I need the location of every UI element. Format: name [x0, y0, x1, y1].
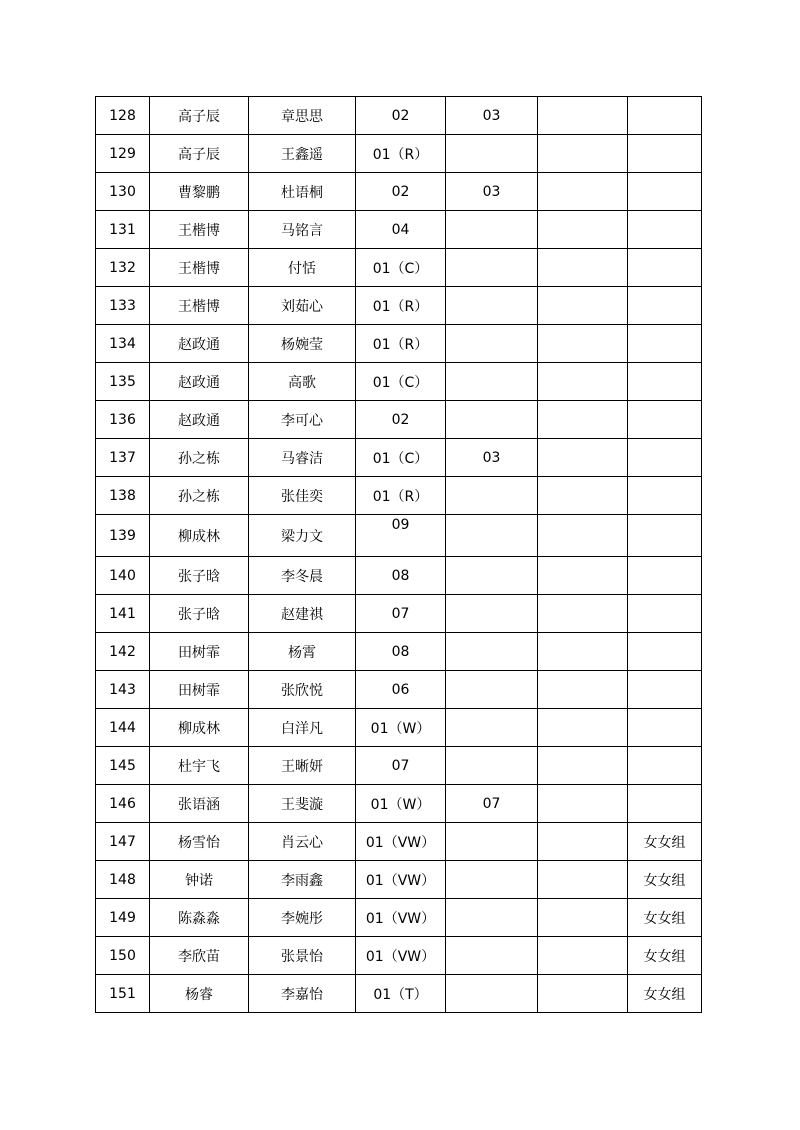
student-name-cell: 李可心 — [249, 401, 356, 439]
extra-cell — [538, 211, 628, 249]
group-note-cell — [628, 439, 702, 477]
table-row — [96, 861, 702, 899]
code-cell: 01（R） — [356, 135, 446, 173]
table-row — [96, 785, 702, 823]
table-row — [96, 439, 702, 477]
extra-cell — [538, 287, 628, 325]
row-number-cell: 140 — [96, 557, 150, 595]
student-name-cell: 付恬 — [249, 249, 356, 287]
secondary-code-cell: 07 — [446, 785, 538, 823]
teacher-name-cell: 孙之栋 — [150, 477, 249, 515]
table-row — [96, 401, 702, 439]
table-row — [96, 173, 702, 211]
student-name-cell: 王鑫遥 — [249, 135, 356, 173]
row-number-cell: 128 — [96, 97, 150, 135]
extra-cell — [538, 937, 628, 975]
student-name-cell: 马铭言 — [249, 211, 356, 249]
row-number-cell: 137 — [96, 439, 150, 477]
teacher-name-cell: 赵政通 — [150, 363, 249, 401]
teacher-name-cell: 高子辰 — [150, 97, 249, 135]
code-cell: 02 — [356, 173, 446, 211]
secondary-code-cell — [446, 363, 538, 401]
roster-table — [95, 96, 702, 1013]
row-number-cell: 151 — [96, 975, 150, 1013]
teacher-name-cell: 王楷博 — [150, 249, 249, 287]
code-cell: 02 — [356, 97, 446, 135]
extra-cell — [538, 671, 628, 709]
group-note-cell — [628, 325, 702, 363]
teacher-name-cell: 杨睿 — [150, 975, 249, 1013]
student-name-cell: 肖云心 — [249, 823, 356, 861]
student-name-cell: 高歌 — [249, 363, 356, 401]
table-row — [96, 633, 702, 671]
secondary-code-cell — [446, 671, 538, 709]
row-number-cell: 150 — [96, 937, 150, 975]
group-note-cell — [628, 709, 702, 747]
table-row — [96, 135, 702, 173]
student-name-cell: 杨霄 — [249, 633, 356, 671]
extra-cell — [538, 899, 628, 937]
teacher-name-cell: 钟诺 — [150, 861, 249, 899]
table-row — [96, 557, 702, 595]
secondary-code-cell — [446, 861, 538, 899]
code-cell: 06 — [356, 671, 446, 709]
extra-cell — [538, 709, 628, 747]
table-row — [96, 709, 702, 747]
row-number-cell: 144 — [96, 709, 150, 747]
row-number-cell: 143 — [96, 671, 150, 709]
table-row — [96, 899, 702, 937]
extra-cell — [538, 173, 628, 211]
extra-cell — [538, 595, 628, 633]
table-row — [96, 975, 702, 1013]
secondary-code-cell: 03 — [446, 173, 538, 211]
secondary-code-cell — [446, 937, 538, 975]
row-number-cell: 132 — [96, 249, 150, 287]
row-number-cell: 136 — [96, 401, 150, 439]
group-note-cell — [628, 211, 702, 249]
group-note-cell — [628, 249, 702, 287]
group-note-cell — [628, 595, 702, 633]
table-row — [96, 249, 702, 287]
extra-cell — [538, 439, 628, 477]
student-name-cell: 李嘉怡 — [249, 975, 356, 1013]
teacher-name-cell: 赵政通 — [150, 401, 249, 439]
group-note-cell — [628, 633, 702, 671]
secondary-code-cell — [446, 709, 538, 747]
secondary-code-cell — [446, 477, 538, 515]
student-name-cell: 白洋凡 — [249, 709, 356, 747]
extra-cell — [538, 477, 628, 515]
code-cell: 01（W） — [356, 785, 446, 823]
group-note-cell — [628, 785, 702, 823]
secondary-code-cell — [446, 899, 538, 937]
code-cell: 01（R） — [356, 477, 446, 515]
table-row — [96, 325, 702, 363]
group-note-cell — [628, 747, 702, 785]
group-note-cell: 女女组 — [628, 975, 702, 1013]
secondary-code-cell — [446, 975, 538, 1013]
code-cell: 04 — [356, 211, 446, 249]
roster-table-body — [96, 97, 702, 1013]
table-row — [96, 595, 702, 633]
code-cell: 01（C） — [356, 249, 446, 287]
row-number-cell: 134 — [96, 325, 150, 363]
code-cell: 08 — [356, 557, 446, 595]
row-number-cell: 129 — [96, 135, 150, 173]
extra-cell — [538, 633, 628, 671]
teacher-name-cell: 柳成林 — [150, 515, 249, 557]
row-number-cell: 148 — [96, 861, 150, 899]
row-number-cell: 142 — [96, 633, 150, 671]
teacher-name-cell: 高子辰 — [150, 135, 249, 173]
table-row — [96, 211, 702, 249]
secondary-code-cell — [446, 249, 538, 287]
teacher-name-cell: 曹黎鹏 — [150, 173, 249, 211]
secondary-code-cell — [446, 823, 538, 861]
row-number-cell: 141 — [96, 595, 150, 633]
secondary-code-cell — [446, 211, 538, 249]
code-cell: 01（W） — [356, 709, 446, 747]
row-number-cell: 133 — [96, 287, 150, 325]
group-note-cell — [628, 135, 702, 173]
teacher-name-cell: 柳成林 — [150, 709, 249, 747]
table-row — [96, 937, 702, 975]
row-number-cell: 130 — [96, 173, 150, 211]
extra-cell — [538, 401, 628, 439]
table-row — [96, 747, 702, 785]
code-cell: 01（VW） — [356, 823, 446, 861]
code-cell: 08 — [356, 633, 446, 671]
group-note-cell — [628, 515, 702, 557]
secondary-code-cell: 03 — [446, 97, 538, 135]
teacher-name-cell: 张子晗 — [150, 595, 249, 633]
extra-cell — [538, 823, 628, 861]
teacher-name-cell: 张子晗 — [150, 557, 249, 595]
extra-cell — [538, 249, 628, 287]
secondary-code-cell — [446, 557, 538, 595]
table-row — [96, 363, 702, 401]
secondary-code-cell — [446, 515, 538, 557]
code-cell: 01（T） — [356, 975, 446, 1013]
secondary-code-cell — [446, 325, 538, 363]
group-note-cell — [628, 671, 702, 709]
group-note-cell — [628, 173, 702, 211]
group-note-cell — [628, 477, 702, 515]
table-row — [96, 287, 702, 325]
teacher-name-cell: 孙之栋 — [150, 439, 249, 477]
group-note-cell — [628, 363, 702, 401]
extra-cell — [538, 975, 628, 1013]
row-number-cell: 145 — [96, 747, 150, 785]
student-name-cell: 李雨鑫 — [249, 861, 356, 899]
teacher-name-cell: 田树霏 — [150, 633, 249, 671]
student-name-cell: 赵建祺 — [249, 595, 356, 633]
code-cell: 07 — [356, 595, 446, 633]
student-name-cell: 李婉彤 — [249, 899, 356, 937]
row-number-cell: 131 — [96, 211, 150, 249]
code-cell: 09 — [356, 515, 446, 557]
extra-cell — [538, 135, 628, 173]
extra-cell — [538, 861, 628, 899]
student-name-cell: 章思思 — [249, 97, 356, 135]
row-number-cell: 138 — [96, 477, 150, 515]
teacher-name-cell: 王楷博 — [150, 211, 249, 249]
code-cell: 01（VW） — [356, 899, 446, 937]
group-note-cell: 女女组 — [628, 937, 702, 975]
student-name-cell: 张佳奕 — [249, 477, 356, 515]
secondary-code-cell — [446, 633, 538, 671]
row-number-cell: 139 — [96, 515, 150, 557]
extra-cell — [538, 363, 628, 401]
secondary-code-cell — [446, 287, 538, 325]
extra-cell — [538, 785, 628, 823]
student-name-cell: 杨婉莹 — [249, 325, 356, 363]
teacher-name-cell: 杜宇飞 — [150, 747, 249, 785]
code-cell: 07 — [356, 747, 446, 785]
table-row — [96, 671, 702, 709]
group-note-cell: 女女组 — [628, 861, 702, 899]
table-row — [96, 515, 702, 557]
group-note-cell: 女女组 — [628, 899, 702, 937]
teacher-name-cell: 张语涵 — [150, 785, 249, 823]
student-name-cell: 张景怡 — [249, 937, 356, 975]
group-note-cell: 女女组 — [628, 823, 702, 861]
row-number-cell: 146 — [96, 785, 150, 823]
row-number-cell: 135 — [96, 363, 150, 401]
group-note-cell — [628, 97, 702, 135]
teacher-name-cell: 李欣苗 — [150, 937, 249, 975]
teacher-name-cell: 赵政通 — [150, 325, 249, 363]
group-note-cell — [628, 287, 702, 325]
extra-cell — [538, 557, 628, 595]
code-cell: 01（VW） — [356, 861, 446, 899]
extra-cell — [538, 325, 628, 363]
teacher-name-cell: 王楷博 — [150, 287, 249, 325]
student-name-cell: 梁力文 — [249, 515, 356, 557]
teacher-name-cell: 田树霏 — [150, 671, 249, 709]
code-cell: 01（VW） — [356, 937, 446, 975]
student-name-cell: 李冬晨 — [249, 557, 356, 595]
extra-cell — [538, 97, 628, 135]
code-cell: 01（R） — [356, 287, 446, 325]
secondary-code-cell — [446, 401, 538, 439]
student-name-cell: 刘茹心 — [249, 287, 356, 325]
code-cell: 01（C） — [356, 363, 446, 401]
table-row — [96, 823, 702, 861]
code-cell: 02 — [356, 401, 446, 439]
student-name-cell: 杜语桐 — [249, 173, 356, 211]
student-name-cell: 张欣悦 — [249, 671, 356, 709]
row-number-cell: 147 — [96, 823, 150, 861]
student-name-cell: 马睿洁 — [249, 439, 356, 477]
secondary-code-cell — [446, 747, 538, 785]
table-row — [96, 477, 702, 515]
secondary-code-cell: 03 — [446, 439, 538, 477]
group-note-cell — [628, 401, 702, 439]
table-row — [96, 97, 702, 135]
extra-cell — [538, 515, 628, 557]
teacher-name-cell: 杨雪怡 — [150, 823, 249, 861]
row-number-cell: 149 — [96, 899, 150, 937]
code-cell: 01（C） — [356, 439, 446, 477]
secondary-code-cell — [446, 595, 538, 633]
student-name-cell: 王斐漩 — [249, 785, 356, 823]
student-name-cell: 王晰妍 — [249, 747, 356, 785]
secondary-code-cell — [446, 135, 538, 173]
code-cell: 01（R） — [356, 325, 446, 363]
teacher-name-cell: 陈淼淼 — [150, 899, 249, 937]
group-note-cell — [628, 557, 702, 595]
extra-cell — [538, 747, 628, 785]
